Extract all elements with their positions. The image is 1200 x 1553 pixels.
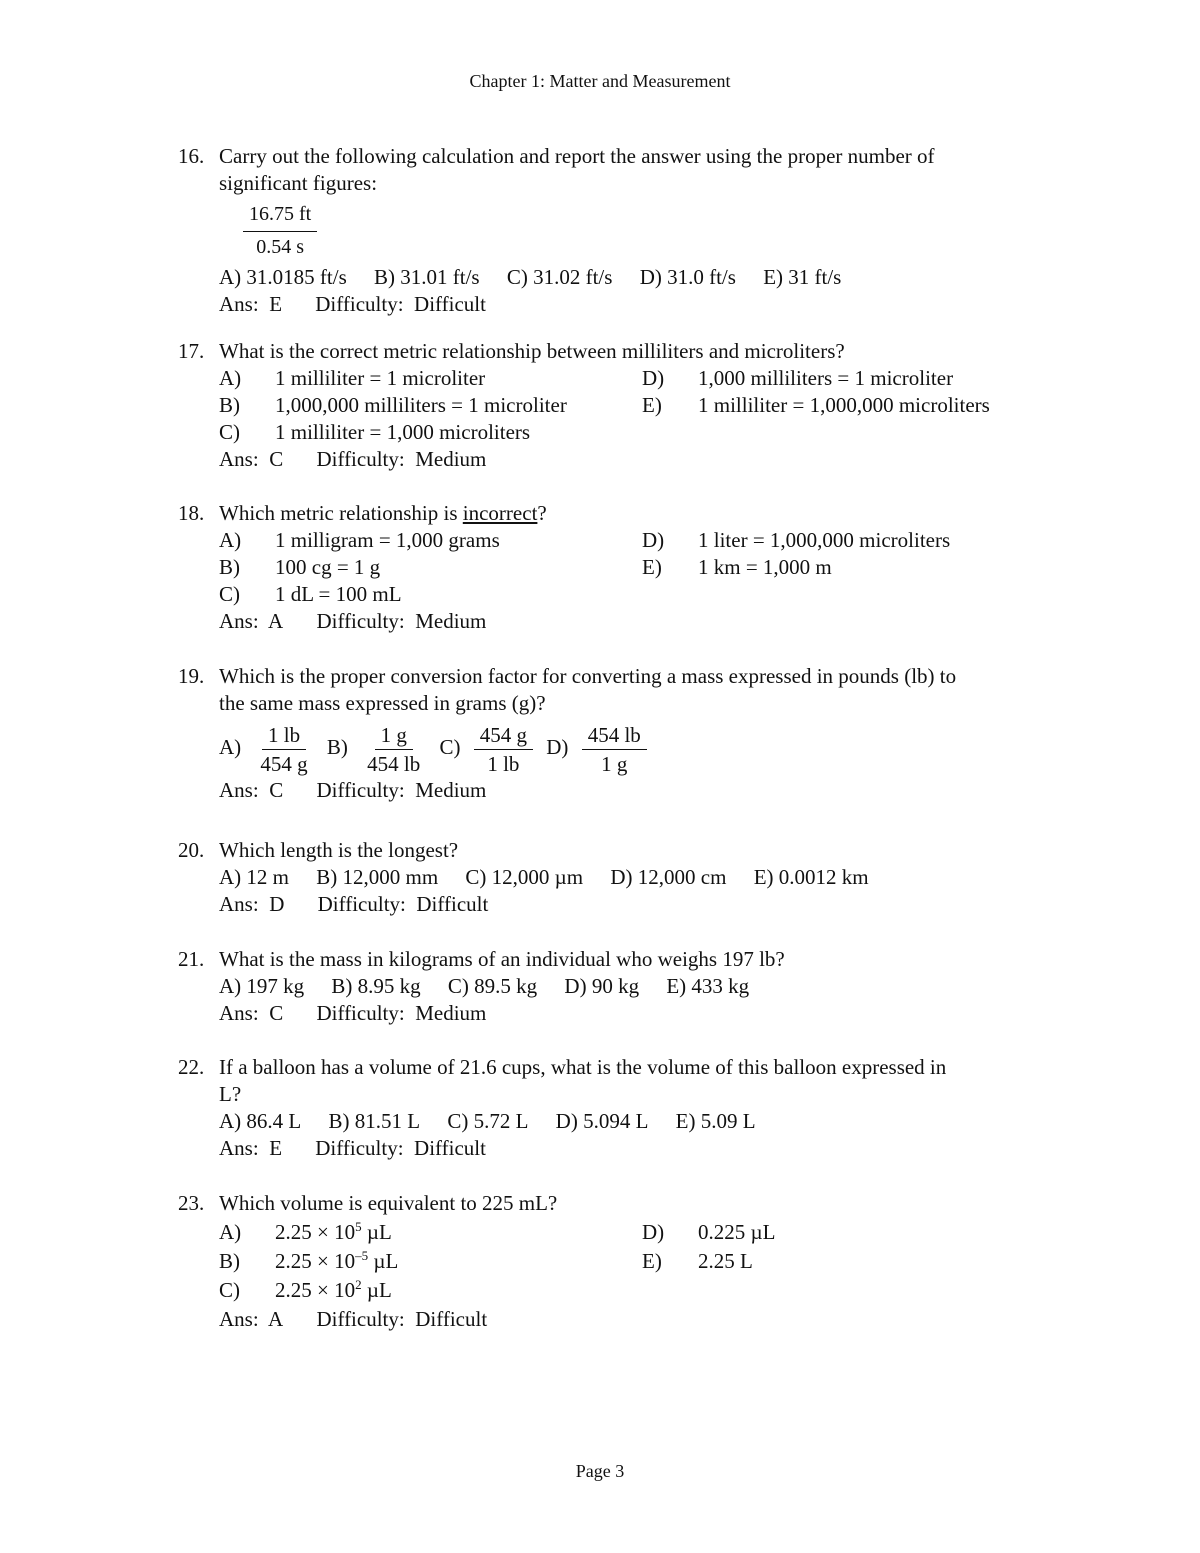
option-e-label: E) bbox=[642, 1249, 662, 1273]
option-d: D) 12,000 cm bbox=[610, 865, 727, 889]
option-a-label: A) bbox=[219, 735, 242, 759]
option-d-label: D) bbox=[642, 366, 665, 390]
difficulty-value: Medium bbox=[415, 1001, 487, 1025]
option-d-text: 1 liter = 1,000,000 microliters bbox=[698, 528, 951, 552]
option-b-base: 2.25 × 10 bbox=[275, 1249, 356, 1273]
difficulty-value: Difficult bbox=[416, 892, 489, 916]
difficulty-label: Difficulty: bbox=[316, 1001, 405, 1025]
ans-label: Ans: bbox=[219, 292, 259, 316]
option-c-exponent: 2 bbox=[355, 1277, 362, 1292]
option-b-text: 100 cg = 1 g bbox=[275, 555, 381, 579]
answer-value: E bbox=[269, 292, 283, 316]
answer-value: C bbox=[269, 778, 284, 802]
fraction-numerator: 1 g bbox=[375, 721, 413, 750]
options-grid bbox=[219, 365, 1058, 446]
answer-line bbox=[219, 291, 1058, 318]
option-a-label: A) bbox=[219, 1220, 242, 1244]
question-text: What is the mass in kilograms of an individual who weighs 197 lb? bbox=[219, 947, 785, 971]
options-row bbox=[219, 864, 1058, 891]
question-text-cont: the same mass expressed in grams (g)? bbox=[219, 691, 546, 715]
difficulty-label: Difficulty: bbox=[316, 609, 405, 633]
question-17 bbox=[178, 338, 1058, 473]
question-text-cont: L? bbox=[219, 1082, 242, 1106]
option-e-label: E) bbox=[642, 555, 662, 579]
option-b-fraction bbox=[361, 721, 426, 778]
option-c: C) 12,000 µm bbox=[465, 865, 584, 889]
question-text-cont: significant figures: bbox=[219, 171, 378, 195]
ans-label: Ans: bbox=[219, 447, 259, 471]
answer-value: E bbox=[269, 1136, 283, 1160]
options-grid bbox=[219, 527, 1058, 608]
question-number: 22. bbox=[178, 1055, 205, 1079]
page-number: Page 3 bbox=[575, 1461, 625, 1481]
answer-value: C bbox=[269, 1001, 284, 1025]
question-text: Which is the proper conversion factor for converting a mass expressed in pounds (lb) to bbox=[219, 664, 957, 688]
answer-value: C bbox=[269, 447, 284, 471]
question-text: What is the correct metric relationship between milliliters and microliters? bbox=[219, 339, 845, 363]
options-row bbox=[219, 264, 1058, 291]
option-a-text: 1 milliliter = 1 microliter bbox=[275, 366, 486, 390]
option-a-exponent: 5 bbox=[355, 1219, 362, 1234]
fraction-denominator: 1 lb bbox=[487, 751, 520, 776]
option-d-label: D) bbox=[546, 735, 569, 759]
option-c-text: 1 milliliter = 1,000 microliters bbox=[275, 420, 531, 444]
option-a-text bbox=[275, 1218, 642, 1247]
option-e-text: 1 milliliter = 1,000,000 microliters bbox=[698, 393, 990, 417]
option-d-label: D) bbox=[642, 528, 665, 552]
question-number: 20. bbox=[178, 838, 205, 862]
question-18 bbox=[178, 500, 1058, 635]
difficulty-label: Difficulty: bbox=[317, 892, 406, 916]
option-e: E) 433 kg bbox=[666, 974, 750, 998]
answer-line bbox=[219, 777, 1058, 804]
difficulty-label: Difficulty: bbox=[315, 292, 404, 316]
option-d-fraction bbox=[582, 721, 647, 778]
option-a: A) 31.0185 ft/s bbox=[219, 265, 347, 289]
option-c-label: C) bbox=[219, 420, 240, 444]
difficulty-label: Difficulty: bbox=[316, 447, 405, 471]
question-20 bbox=[178, 837, 1058, 918]
difficulty-label: Difficulty: bbox=[316, 1307, 405, 1331]
fraction-denominator: 454 g bbox=[260, 751, 308, 776]
answer-value: A bbox=[268, 1307, 284, 1331]
page-header: Chapter 1: Matter and Measurement bbox=[469, 71, 731, 91]
option-b: B) 8.95 kg bbox=[331, 974, 421, 998]
option-b-label: B) bbox=[219, 555, 240, 579]
options-grid bbox=[219, 1218, 1058, 1305]
option-a-text: 1 milligram = 1,000 grams bbox=[275, 528, 500, 552]
option-b-unit: µL bbox=[368, 1249, 399, 1273]
answer-line bbox=[219, 446, 1058, 473]
option-e: E) 31 ft/s bbox=[763, 265, 842, 289]
option-d: D) 31.0 ft/s bbox=[639, 265, 736, 289]
option-b-label: B) bbox=[219, 393, 240, 417]
fraction-numerator: 454 g bbox=[474, 721, 533, 750]
question-text-end: ? bbox=[537, 501, 547, 525]
question-number: 23. bbox=[178, 1191, 205, 1215]
option-a: A) 12 m bbox=[219, 865, 289, 889]
difficulty-label: Difficulty: bbox=[316, 778, 405, 802]
difficulty-value: Difficult bbox=[414, 1136, 486, 1160]
option-b: B) 31.01 ft/s bbox=[374, 265, 480, 289]
difficulty-value: Medium bbox=[415, 447, 487, 471]
question-21 bbox=[178, 946, 1058, 1027]
option-c-unit: µL bbox=[361, 1278, 392, 1302]
option-c-label: C) bbox=[219, 1278, 240, 1302]
question-19 bbox=[178, 663, 1058, 804]
question-number: 21. bbox=[178, 947, 205, 971]
options-row bbox=[219, 1108, 1058, 1135]
option-b-exponent: –5 bbox=[355, 1248, 369, 1263]
question-text: If a balloon has a volume of 21.6 cups, what is the volume of this balloon expressed in bbox=[219, 1055, 947, 1079]
fraction-denominator: 1 g bbox=[601, 751, 628, 776]
options-row bbox=[219, 973, 1058, 1000]
fraction-numerator: 1 lb bbox=[262, 721, 306, 750]
question-text-part: Which metric relationship is bbox=[219, 501, 463, 525]
option-e-text: 2.25 L bbox=[698, 1249, 753, 1273]
question-number: 19. bbox=[178, 664, 205, 688]
option-e-label: E) bbox=[642, 393, 662, 417]
question-number: 18. bbox=[178, 501, 205, 525]
ans-label: Ans: bbox=[219, 1307, 259, 1331]
option-d-label: D) bbox=[642, 1220, 665, 1244]
answer-line bbox=[219, 891, 1058, 918]
option-c: C) 89.5 kg bbox=[447, 974, 538, 998]
question-text: Which volume is equivalent to 225 mL? bbox=[219, 1191, 558, 1215]
option-a-label: A) bbox=[219, 366, 242, 390]
question-text: Which length is the longest? bbox=[219, 838, 459, 862]
option-d: D) 90 kg bbox=[564, 974, 640, 998]
fraction-denominator: 454 lb bbox=[367, 751, 421, 776]
difficulty-label: Difficulty: bbox=[315, 1136, 404, 1160]
option-c-base: 2.25 × 10 bbox=[275, 1278, 356, 1302]
option-c: C) 5.72 L bbox=[447, 1109, 529, 1133]
option-d-text: 1,000 milliliters = 1 microliter bbox=[698, 366, 954, 390]
question-number: 17. bbox=[178, 339, 205, 363]
options-row bbox=[219, 717, 1058, 777]
question-text bbox=[219, 500, 1058, 527]
answer-value: A bbox=[268, 609, 284, 633]
option-e-text: 1 km = 1,000 m bbox=[698, 555, 832, 579]
ans-label: Ans: bbox=[219, 1001, 259, 1025]
option-c-fraction bbox=[474, 721, 533, 778]
fraction-numerator: 454 lb bbox=[582, 721, 647, 750]
option-a-unit: µL bbox=[361, 1220, 392, 1244]
option-e: E) 0.0012 km bbox=[753, 865, 869, 889]
difficulty-value: Difficult bbox=[414, 292, 486, 316]
answer-line bbox=[219, 1135, 1058, 1162]
option-a-label: A) bbox=[219, 528, 242, 552]
difficulty-value: Medium bbox=[415, 778, 487, 802]
ans-label: Ans: bbox=[219, 778, 259, 802]
difficulty-value: Difficult bbox=[415, 1307, 488, 1331]
option-b: B) 12,000 mm bbox=[316, 865, 439, 889]
question-23 bbox=[178, 1189, 1058, 1334]
option-b-text: 1,000,000 milliliters = 1 microliter bbox=[275, 393, 567, 417]
fraction-numerator: 16.75 ft bbox=[243, 199, 317, 232]
ans-label: Ans: bbox=[219, 892, 259, 916]
answer-line bbox=[219, 1305, 1058, 1334]
difficulty-value: Medium bbox=[415, 609, 487, 633]
option-c-label: C) bbox=[219, 582, 240, 606]
option-c-text: 1 dL = 100 mL bbox=[275, 582, 402, 606]
option-e: E) 5.09 L bbox=[675, 1109, 756, 1133]
option-a-fraction bbox=[254, 721, 313, 778]
question-number: 16. bbox=[178, 144, 205, 168]
option-b-label: B) bbox=[326, 735, 348, 759]
option-a: A) 86.4 L bbox=[219, 1109, 302, 1133]
option-d-text: 0.225 µL bbox=[698, 1220, 776, 1244]
option-a-base: 2.25 × 10 bbox=[275, 1220, 356, 1244]
answer-line bbox=[219, 608, 1058, 635]
question-text-underlined: incorrect bbox=[462, 501, 538, 525]
option-d: D) 5.094 L bbox=[555, 1109, 649, 1133]
option-b: B) 81.51 L bbox=[328, 1109, 421, 1133]
option-c-text bbox=[275, 1276, 642, 1305]
answer-value: D bbox=[269, 892, 285, 916]
question-text: Carry out the following calculation and report the answer using the proper number of bbox=[219, 144, 935, 168]
option-c: C) 31.02 ft/s bbox=[506, 265, 613, 289]
question-22 bbox=[178, 1054, 1058, 1162]
question-16 bbox=[178, 143, 1058, 318]
option-a: A) 197 kg bbox=[219, 974, 305, 998]
calculation-fraction bbox=[243, 199, 1058, 262]
answer-line bbox=[219, 1000, 1058, 1027]
fraction-denominator: 0.54 s bbox=[256, 236, 304, 258]
ans-label: Ans: bbox=[219, 1136, 259, 1160]
ans-label: Ans: bbox=[219, 609, 259, 633]
option-b-text bbox=[275, 1247, 642, 1276]
option-b-label: B) bbox=[219, 1249, 240, 1273]
option-c-label: C) bbox=[439, 735, 461, 759]
